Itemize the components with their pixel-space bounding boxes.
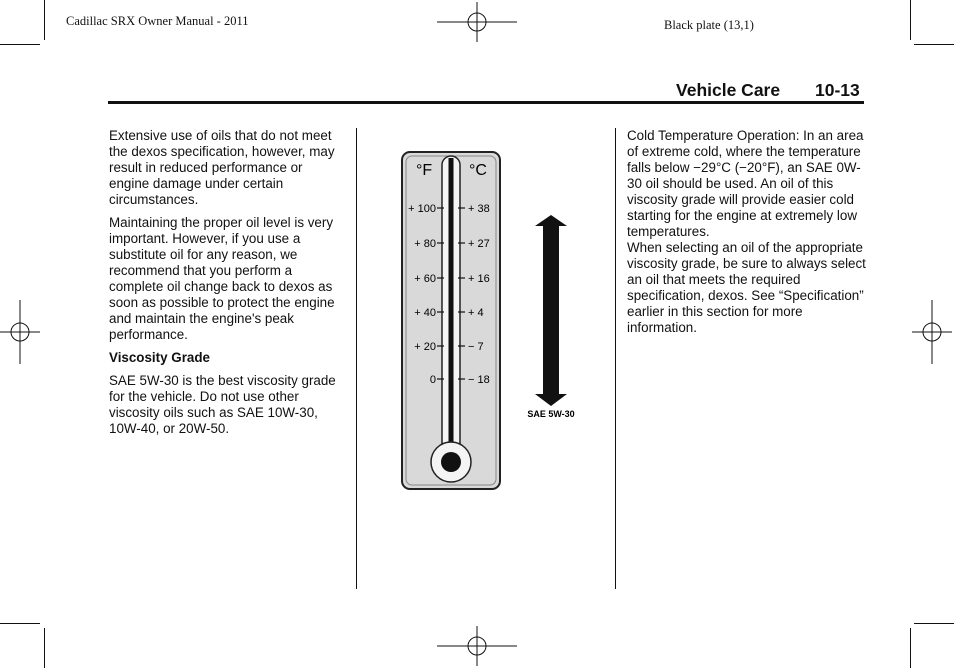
celsius-tick-label: + 16 <box>468 273 490 285</box>
paragraph: Cold Temperature Operation: In an area of extreme cold, where the temperature falls below −29°C (−20°F), an SAE 0W-30 oil should be used. An oil of this viscosity grade will provide easier cold starting for the engine at extremely low temperatures. <box>627 128 864 239</box>
crop-mark <box>44 628 45 668</box>
range-arrow <box>535 215 567 406</box>
registration-mark-bottom <box>437 626 517 666</box>
crop-mark <box>910 628 911 668</box>
crop-mark <box>0 44 40 45</box>
crop-mark <box>914 623 954 624</box>
fahrenheit-tick-label: + 80 <box>414 238 436 250</box>
column-divider <box>615 128 616 589</box>
registration-mark-left <box>0 300 40 364</box>
thermometer-bulb <box>441 452 461 472</box>
plate-label: Black plate (13,1) <box>664 18 754 32</box>
crop-mark <box>44 0 45 40</box>
column-divider <box>356 128 357 589</box>
celsius-tick-label: + 38 <box>468 203 490 215</box>
thermometer-figure <box>400 150 580 492</box>
section-title: Vehicle Care <box>676 80 781 100</box>
celsius-tick-label: − 7 <box>468 341 484 353</box>
fahrenheit-tick-label: + 40 <box>414 307 436 319</box>
paragraph: Extensive use of oils that do not meet the dexos specification, however, may result in reduced performance or engine damage under certain circumstances. <box>109 128 335 207</box>
fahrenheit-tick-label: + 100 <box>408 203 436 215</box>
crop-mark <box>910 0 911 40</box>
paragraph: Maintaining the proper oil level is very important. However, if you use a substitute oil for any reason, we recommend that you perform a complete oil change back to dexos as soon as possible to protect the engine and maintain the engine's peak performance. <box>109 215 335 342</box>
subheading: Viscosity Grade <box>109 350 210 365</box>
fahrenheit-tick-label: + 60 <box>414 273 436 285</box>
mercury-column <box>449 158 454 458</box>
fahrenheit-tick-label: 0 <box>429 374 436 386</box>
celsius-unit: °C <box>469 162 487 179</box>
paragraph: SAE 5W-30 is the best viscosity grade for the vehicle. Do not use other viscosity oils such as SAE 10W-30, 10W-40, or 20W-50. <box>109 373 336 436</box>
text-column-left <box>109 128 344 444</box>
registration-mark-right <box>912 300 952 364</box>
celsius-tick-label: + 4 <box>468 307 484 319</box>
fahrenheit-unit: °F <box>416 162 433 179</box>
manual-title: Cadillac SRX Owner Manual - 2011 <box>66 14 249 28</box>
crop-mark <box>0 623 40 624</box>
header-rule <box>108 101 864 104</box>
celsius-tick-label: + 27 <box>468 238 490 250</box>
celsius-tick-label: − 18 <box>468 374 490 386</box>
crop-mark <box>914 44 954 45</box>
text-column-right <box>627 128 867 343</box>
registration-mark-top <box>437 2 517 42</box>
fahrenheit-tick-label: + 20 <box>414 341 436 353</box>
paragraph: When selecting an oil of the appropriate viscosity grade, be sure to always select an oil that meets the required specification, dexos. See “Specification” earlier in this section for more information. <box>627 240 866 335</box>
page-number: 10-13 <box>815 80 860 100</box>
arrow-label: SAE 5W-30 <box>527 409 575 419</box>
